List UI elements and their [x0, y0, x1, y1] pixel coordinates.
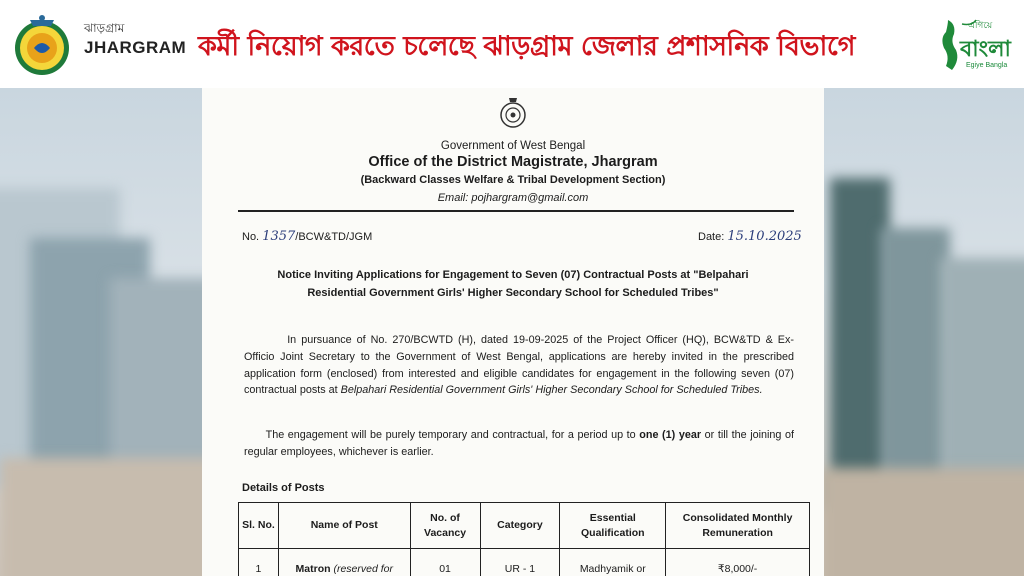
memo-suffix: /BCW&TD/JGM — [295, 231, 373, 243]
paragraph-1-text: In pursuance of No. 270/BCWTD (H), dated 19-09-2025 of the Project Officer (HQ), BCW&TD & Ex-Officio Joint Secretary to the Government of West Bengal, applications are hereby invited in the prescribed application form (enclosed) from interested and eligible candidates for engagement in the following seven (07) contractual posts at — [244, 334, 794, 397]
notice-document — [202, 88, 824, 576]
cell-vacancy: 01 — [410, 549, 480, 576]
col-name-of-post: Name of Post — [278, 503, 410, 549]
office-email: Email: pojhargram@gmail.com — [437, 192, 589, 204]
table-header-row — [239, 503, 810, 549]
egiye-small-text: এগিয়ে — [968, 21, 993, 31]
site-header — [0, 0, 1024, 88]
col-category: Category — [480, 503, 560, 549]
paragraph-engagement — [244, 427, 794, 461]
date-label: Date: — [698, 231, 728, 243]
jhargram-district-seal-icon — [12, 14, 72, 78]
notice-date — [698, 229, 802, 244]
header-divider — [238, 210, 794, 212]
memo-number-handwritten: 1357 — [262, 229, 296, 244]
cell-category: UR - 1 — [480, 549, 560, 576]
cell-qualification: Madhyamik or — [560, 549, 666, 576]
page-headline: কর্মী নিয়োগ করতে চলেছে ঝাড়গ্রাম জেলার প্রশাসনিক বিভাগে — [198, 31, 855, 62]
col-remuneration: Consolidated Monthly Remuneration — [666, 503, 810, 549]
brand-english-name: JHARGRAM — [84, 38, 187, 57]
brand-bengali-name: ঝাড়গ্রাম — [84, 21, 125, 35]
col-essential-qualification: Essential Qualification — [560, 503, 666, 549]
details-heading: Details of Posts — [242, 482, 325, 494]
paragraph-1-school-name: Belpahari Residential Government Girls' Higher Secondary School for Scheduled Tribes. — [340, 384, 763, 397]
government-name: Government of West Bengal — [440, 140, 586, 152]
memo-prefix: No. — [242, 231, 263, 243]
cell-post-note: (reserved for — [330, 562, 393, 575]
government-emblem-icon — [498, 96, 528, 130]
memo-number — [242, 229, 372, 244]
col-sl-no: Sl. No. — [239, 503, 279, 549]
date-handwritten: 15.10.2025 — [727, 229, 802, 244]
section-name: (Backward Classes Welfare & Tribal Development Section) — [360, 174, 666, 186]
egiye-logo-text: বাংলা — [960, 37, 1011, 62]
cell-post-name: Matron — [295, 562, 331, 575]
paragraph-2-end: or till the joining of regular employees, whichever is earlier. — [244, 429, 794, 458]
egiye-bangla-tagline: Egiye Bangla — [966, 62, 1008, 69]
notice-subject: Notice Inviting Applications for Engagement to Seven (07) Contractual Posts at "Belpahari Residential Government Girls' Higher Secondary School for Scheduled Tribes" — [277, 269, 749, 299]
posts-table — [238, 502, 810, 576]
paragraph-2-start: The engagement will be purely temporary and contractual, for a period up to — [265, 429, 640, 441]
table-row — [239, 549, 810, 576]
office-name: Office of the District Magistrate, Jhargram — [368, 154, 658, 170]
cell-sl: 1 — [239, 549, 279, 576]
paragraph-2-duration: one (1) year — [639, 429, 702, 441]
cell-remuneration: ₹8,000/- — [666, 549, 810, 576]
col-no-of-vacancy: No. of Vacancy — [410, 503, 480, 549]
cell-post — [278, 549, 410, 576]
paragraph-pursuance — [244, 332, 794, 399]
